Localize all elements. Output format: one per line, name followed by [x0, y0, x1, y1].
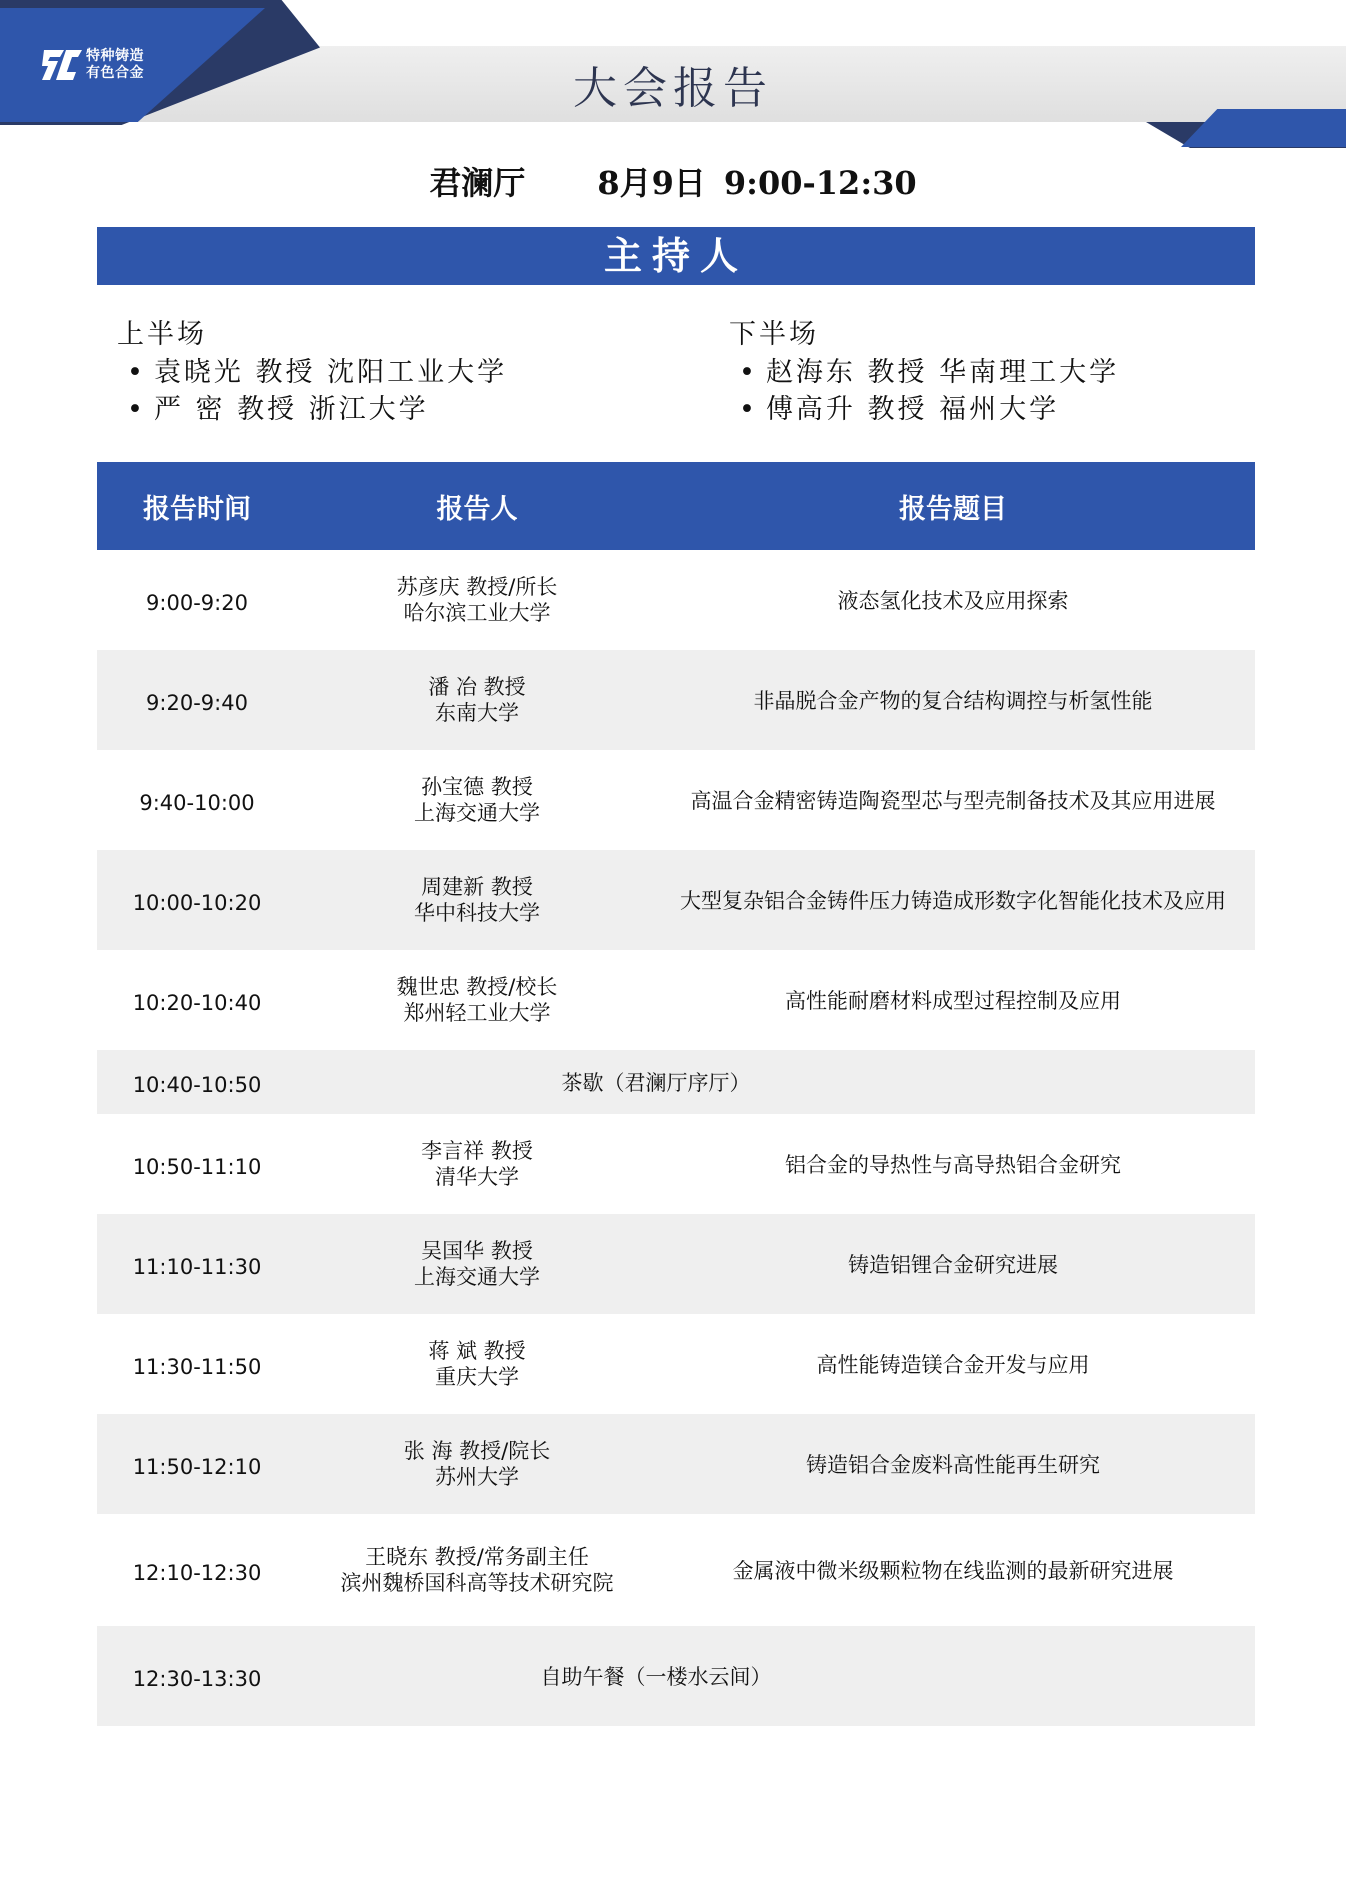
- row-speaker: 苏彦庆 教授/所长 哈尔滨工业大学: [396, 575, 558, 625]
- table-row: [97, 650, 1255, 750]
- row-topic: 高性能铸造镁合金开发与应用: [816, 1353, 1090, 1377]
- row-time: 11:50-12:10: [132, 1455, 262, 1479]
- logo-line2: 有色合金: [86, 65, 144, 81]
- table-row: [97, 550, 1255, 650]
- table-row-break: [97, 1050, 1255, 1114]
- row-topic: 高性能耐磨材料成型过程控制及应用: [785, 989, 1121, 1013]
- row-speaker: 张 海 教授/院长 苏州大学: [403, 1439, 551, 1489]
- row-break-label: 自助午餐（一楼水云间）: [540, 1665, 772, 1689]
- row-time: 11:30-11:50: [132, 1355, 262, 1379]
- table-row: [97, 1514, 1255, 1626]
- row-topic: 铸造铝锂合金研究进展: [848, 1253, 1058, 1277]
- row-time: 9:00-9:20: [146, 591, 248, 615]
- venue-name: 君澜厅: [429, 164, 526, 202]
- page-title: 大会报告: [573, 63, 773, 114]
- host-person: • 袁晓光 教授 沈阳工业大学: [117, 354, 507, 391]
- table-row: [97, 950, 1255, 1050]
- row-speaker: 李言祥 教授 清华大学: [421, 1139, 533, 1189]
- row-speaker: 周建新 教授 华中科技大学: [414, 875, 540, 925]
- row-speaker: 王晓东 教授/常务副主任 滨州魏桥国科高等技术研究院: [340, 1545, 614, 1595]
- host-heading: 主持人: [97, 227, 1255, 285]
- host-first-half: [117, 316, 507, 428]
- row-time: 12:30-13:30: [132, 1667, 262, 1691]
- row-speaker: 孙宝德 教授 上海交通大学: [414, 775, 540, 825]
- row-speaker: 潘 冶 教授 东南大学: [428, 675, 526, 725]
- session-date: 8月9日: [597, 164, 706, 202]
- venue-line: [0, 158, 1346, 204]
- session-time: 9:00-12:30: [723, 164, 917, 202]
- row-time: 10:20-10:40: [132, 991, 262, 1015]
- host-person: • 傅高升 教授 福州大学: [729, 391, 1119, 428]
- host-person: • 严 密 教授 浙江大学: [117, 391, 507, 428]
- row-time: 10:40-10:50: [132, 1073, 262, 1097]
- row-topic: 铝合金的导热性与高导热铝合金研究: [785, 1153, 1121, 1177]
- row-topic: 金属液中微米级颗粒物在线监测的最新研究进展: [732, 1559, 1174, 1583]
- host-second-half-label: 下半场: [729, 319, 819, 350]
- header-topic: 报告题目: [899, 493, 1007, 525]
- logo-line1: 特种铸造: [86, 48, 144, 64]
- row-break-label: 茶歇（君澜厅序厅）: [561, 1071, 751, 1095]
- header-time: 报告时间: [143, 493, 251, 525]
- row-time: 10:00-10:20: [132, 891, 262, 915]
- table-row: [97, 850, 1255, 950]
- row-speaker: 吴国华 教授 上海交通大学: [414, 1239, 540, 1289]
- host-person: • 赵海东 教授 华南理工大学: [729, 354, 1119, 391]
- table-row: [97, 1114, 1255, 1214]
- row-speaker: 蒋 斌 教授 重庆大学: [428, 1339, 526, 1389]
- table-row: [97, 1414, 1255, 1514]
- row-time: 9:20-9:40: [146, 691, 248, 715]
- row-topic: 大型复杂铝合金铸件压力铸造成形数字化智能化技术及应用: [680, 889, 1226, 913]
- row-time: 10:50-11:10: [132, 1155, 262, 1179]
- row-time: 12:10-12:30: [132, 1561, 262, 1585]
- host-second-half: [729, 316, 1119, 428]
- schedule-header: [97, 462, 1255, 550]
- table-row-break: [97, 1626, 1255, 1726]
- row-time: 11:10-11:30: [132, 1255, 262, 1279]
- row-topic: 铸造铝合金废料高性能再生研究: [806, 1453, 1100, 1477]
- row-speaker: 魏世忠 教授/校长 郑州轻工业大学: [396, 975, 558, 1025]
- row-time: 9:40-10:00: [139, 791, 255, 815]
- table-row: [97, 1314, 1255, 1414]
- header-speaker: 报告人: [436, 493, 518, 525]
- schedule-table: [97, 462, 1255, 1726]
- table-row: [97, 750, 1255, 850]
- row-topic: 非晶脱合金产物的复合结构调控与析氢性能: [753, 689, 1153, 713]
- host-first-half-label: 上半场: [117, 319, 207, 350]
- row-topic: 液态氢化技术及应用探索: [837, 589, 1069, 613]
- table-row: [97, 1214, 1255, 1314]
- row-topic: 高温合金精密铸造陶瓷型芯与型壳制备技术及其应用进展: [690, 789, 1216, 813]
